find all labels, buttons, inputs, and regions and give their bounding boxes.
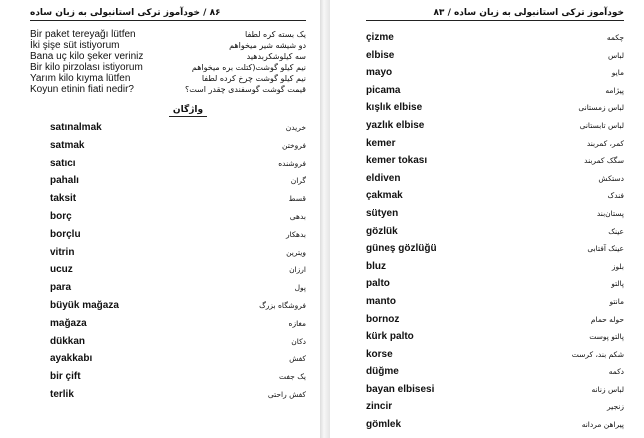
vocab-persian: حوله حمام xyxy=(590,314,624,324)
vocab-turkish: mağaza xyxy=(50,317,87,329)
vocab-turkish: zincir xyxy=(366,401,393,413)
example-sentences xyxy=(30,29,306,95)
vocab-row xyxy=(366,82,624,100)
vocab-turkish: bluz xyxy=(366,260,386,272)
vocab-row xyxy=(366,170,624,188)
vocab-row xyxy=(366,117,624,135)
sentence-row xyxy=(30,73,306,84)
vocab-turkish: eldiven xyxy=(366,172,401,184)
vocab-persian: یک جفت xyxy=(279,372,306,382)
vocab-persian: زنجیر xyxy=(607,402,624,412)
sentence-turkish: Bir kilo pirzolası istiyorum xyxy=(30,62,143,73)
vocab-persian: پیراهن مردانه xyxy=(581,420,624,430)
vocab-row xyxy=(30,261,306,279)
vocab-turkish: bir çift xyxy=(50,371,81,383)
vocab-persian: قسط xyxy=(288,194,306,204)
vocab-turkish: kemer xyxy=(366,137,396,149)
vocab-turkish: manto xyxy=(366,295,396,307)
sentence-persian: قیمت گوشت گوسفندی چقدر است؟ xyxy=(184,85,306,94)
vocab-persian: ارزان xyxy=(289,265,306,275)
vocab-row xyxy=(366,363,624,381)
vocab-turkish: gömlek xyxy=(366,419,402,431)
sentence-turkish: Koyun etinin fiati nedir? xyxy=(30,84,134,95)
vocab-turkish: gözlük xyxy=(366,225,398,237)
vocab-persian: ویترین xyxy=(286,247,306,257)
vocab-persian: فندک xyxy=(607,191,624,201)
vocab-persian: شکم بند، کرست xyxy=(571,349,624,359)
vocab-row xyxy=(30,279,306,297)
vocab-row xyxy=(366,47,624,65)
vocab-persian: بدهی xyxy=(289,211,306,221)
right-vocabulary-list xyxy=(366,29,624,434)
vocab-turkish: kemer tokası xyxy=(366,155,428,167)
vocab-persian: گران xyxy=(290,176,306,186)
vocab-persian: عینک xyxy=(608,226,624,236)
vocab-row xyxy=(30,386,306,404)
vocab-row xyxy=(30,190,306,208)
vocab-row xyxy=(30,315,306,333)
vocab-persian: کفش راحتی xyxy=(267,389,306,399)
vocab-turkish: terlik xyxy=(50,388,74,400)
vocab-persian: پستان‌بند xyxy=(596,208,624,218)
sentence-turkish: Yarım kilo kıyma lütfen xyxy=(30,73,131,84)
vocab-turkish: palto xyxy=(366,278,390,290)
vocab-turkish: borçlu xyxy=(50,228,81,240)
vocab-row xyxy=(366,29,624,47)
vocab-row xyxy=(366,223,624,241)
vocab-persian: چکمه xyxy=(606,33,624,42)
vocab-persian: لباس زمستانی xyxy=(578,103,624,113)
vocab-row xyxy=(366,398,624,416)
sentence-row xyxy=(30,40,306,51)
vocab-persian: بدهکار xyxy=(285,229,306,239)
right-page-header: خودآموز ترکی استانبولی به زبان ساده / ۸۳ xyxy=(366,8,624,21)
vocab-row xyxy=(366,99,624,117)
vocabulary-heading-text: واژگان xyxy=(169,105,207,117)
sentence-persian: دو شیشه شیر میخواهم xyxy=(229,41,306,50)
vocab-persian: مغازه xyxy=(288,318,306,328)
vocab-persian: پول xyxy=(294,283,306,293)
vocab-turkish: korse xyxy=(366,348,393,360)
sentence-turkish: Bana uç kilo şeker veriniz xyxy=(30,51,144,62)
vocab-turkish: düğme xyxy=(366,366,399,378)
vocab-row xyxy=(30,333,306,351)
sentence-row xyxy=(30,51,306,62)
vocab-turkish: para xyxy=(50,282,72,294)
vocab-turkish: bayan elbisesi xyxy=(366,383,435,395)
vocab-turkish: güneş gözlüğü xyxy=(366,243,437,255)
vocab-persian: کفش xyxy=(289,354,306,364)
vocab-turkish: borç xyxy=(50,210,72,222)
vocab-persian: دستکش xyxy=(598,173,624,183)
sentence-row xyxy=(30,29,306,40)
vocab-row xyxy=(366,381,624,399)
vocab-row xyxy=(30,368,306,386)
vocab-turkish: bornoz xyxy=(366,313,400,325)
vocab-turkish: satıcı xyxy=(50,157,76,169)
vocab-persian: خریدن xyxy=(285,123,306,132)
vocab-row xyxy=(366,328,624,346)
vocab-persian: دکان xyxy=(291,336,306,346)
vocab-row xyxy=(366,293,624,311)
vocab-row xyxy=(366,152,624,170)
vocab-turkish: çizme xyxy=(366,32,394,43)
sentence-persian: نیم کیلو گوشت چرخ کرده لطفا xyxy=(201,74,306,83)
sentence-row xyxy=(30,62,306,73)
sentence-row xyxy=(30,84,306,95)
vocab-row xyxy=(30,119,306,137)
vocab-persian: سگک کمربند xyxy=(584,156,624,166)
vocab-row xyxy=(366,275,624,293)
vocab-row xyxy=(30,297,306,315)
sentence-turkish: Bir paket tereyağı lütfen xyxy=(30,29,136,40)
vocab-row xyxy=(30,155,306,173)
vocab-turkish: taksit xyxy=(50,193,77,205)
vocab-row xyxy=(30,244,306,262)
vocab-persian: مانتو xyxy=(609,296,624,306)
vocab-row xyxy=(366,258,624,276)
sentence-persian: سه کیلوشکربدهید xyxy=(246,52,306,61)
left-page-header: ۸۶ / خودآموز ترکی استانبولی به زبان ساده xyxy=(30,8,306,21)
vocab-persian: کمر، کمربند xyxy=(586,138,624,148)
vocab-turkish: mayo xyxy=(366,67,393,79)
vocab-turkish: pahalı xyxy=(50,175,79,187)
vocab-persian: لباس زنانه xyxy=(591,384,624,394)
vocab-turkish: elbise xyxy=(366,49,395,61)
vocab-turkish: dükkan xyxy=(50,335,86,347)
vocab-turkish: vitrin xyxy=(50,246,75,258)
vocab-turkish: kışlık elbise xyxy=(366,102,423,114)
vocab-row xyxy=(366,311,624,329)
left-vocabulary-list xyxy=(30,119,306,404)
vocab-row xyxy=(366,64,624,82)
vocab-row xyxy=(30,208,306,226)
vocab-row xyxy=(366,240,624,258)
vocab-persian: فروشنده xyxy=(278,158,306,168)
vocab-persian: پالتو پوست xyxy=(589,332,624,342)
sentence-persian: نیم کیلو گوشت(کتلت بره میخواهم xyxy=(191,63,306,72)
vocab-row xyxy=(366,346,624,364)
right-page xyxy=(330,0,644,438)
vocab-persian: بلوز xyxy=(611,261,624,271)
vocab-turkish: sütyen xyxy=(366,207,399,219)
vocab-row xyxy=(366,205,624,223)
vocab-persian: فروختن xyxy=(282,140,306,150)
vocab-turkish: picama xyxy=(366,84,401,96)
vocab-row xyxy=(30,137,306,155)
vocab-turkish: büyük mağaza xyxy=(50,299,119,311)
vocab-row xyxy=(366,187,624,205)
vocab-persian: پالتو xyxy=(611,279,624,289)
sentence-turkish: İki şişe süt istiyorum xyxy=(30,40,120,51)
vocab-row xyxy=(30,172,306,190)
vocabulary-heading xyxy=(70,105,306,115)
vocab-turkish: yazlık elbise xyxy=(366,119,425,131)
vocab-turkish: kürk palto xyxy=(366,331,414,343)
vocab-turkish: ayakkabı xyxy=(50,353,93,365)
vocab-persian: فروشگاه بزرگ xyxy=(259,300,306,310)
vocab-turkish: satmak xyxy=(50,139,85,151)
vocab-turkish: satınalmak xyxy=(50,122,102,133)
vocab-row xyxy=(366,416,624,434)
vocab-row xyxy=(366,135,624,153)
vocab-persian: دکمه xyxy=(608,367,624,377)
vocab-turkish: çakmak xyxy=(366,190,403,202)
vocab-persian: مایو xyxy=(611,68,624,78)
vocab-row xyxy=(30,350,306,368)
left-page xyxy=(0,0,320,438)
sentence-persian: یک بسته کره لطفا xyxy=(245,30,306,39)
book-gutter xyxy=(320,0,330,438)
vocab-persian: لباس xyxy=(608,50,624,60)
vocab-persian: عینک آفتابی xyxy=(587,244,624,254)
vocab-row xyxy=(30,226,306,244)
vocab-persian: لباس تابستانی xyxy=(579,120,624,130)
vocab-persian: پیژامه xyxy=(605,85,624,95)
vocab-turkish: ucuz xyxy=(50,264,73,276)
